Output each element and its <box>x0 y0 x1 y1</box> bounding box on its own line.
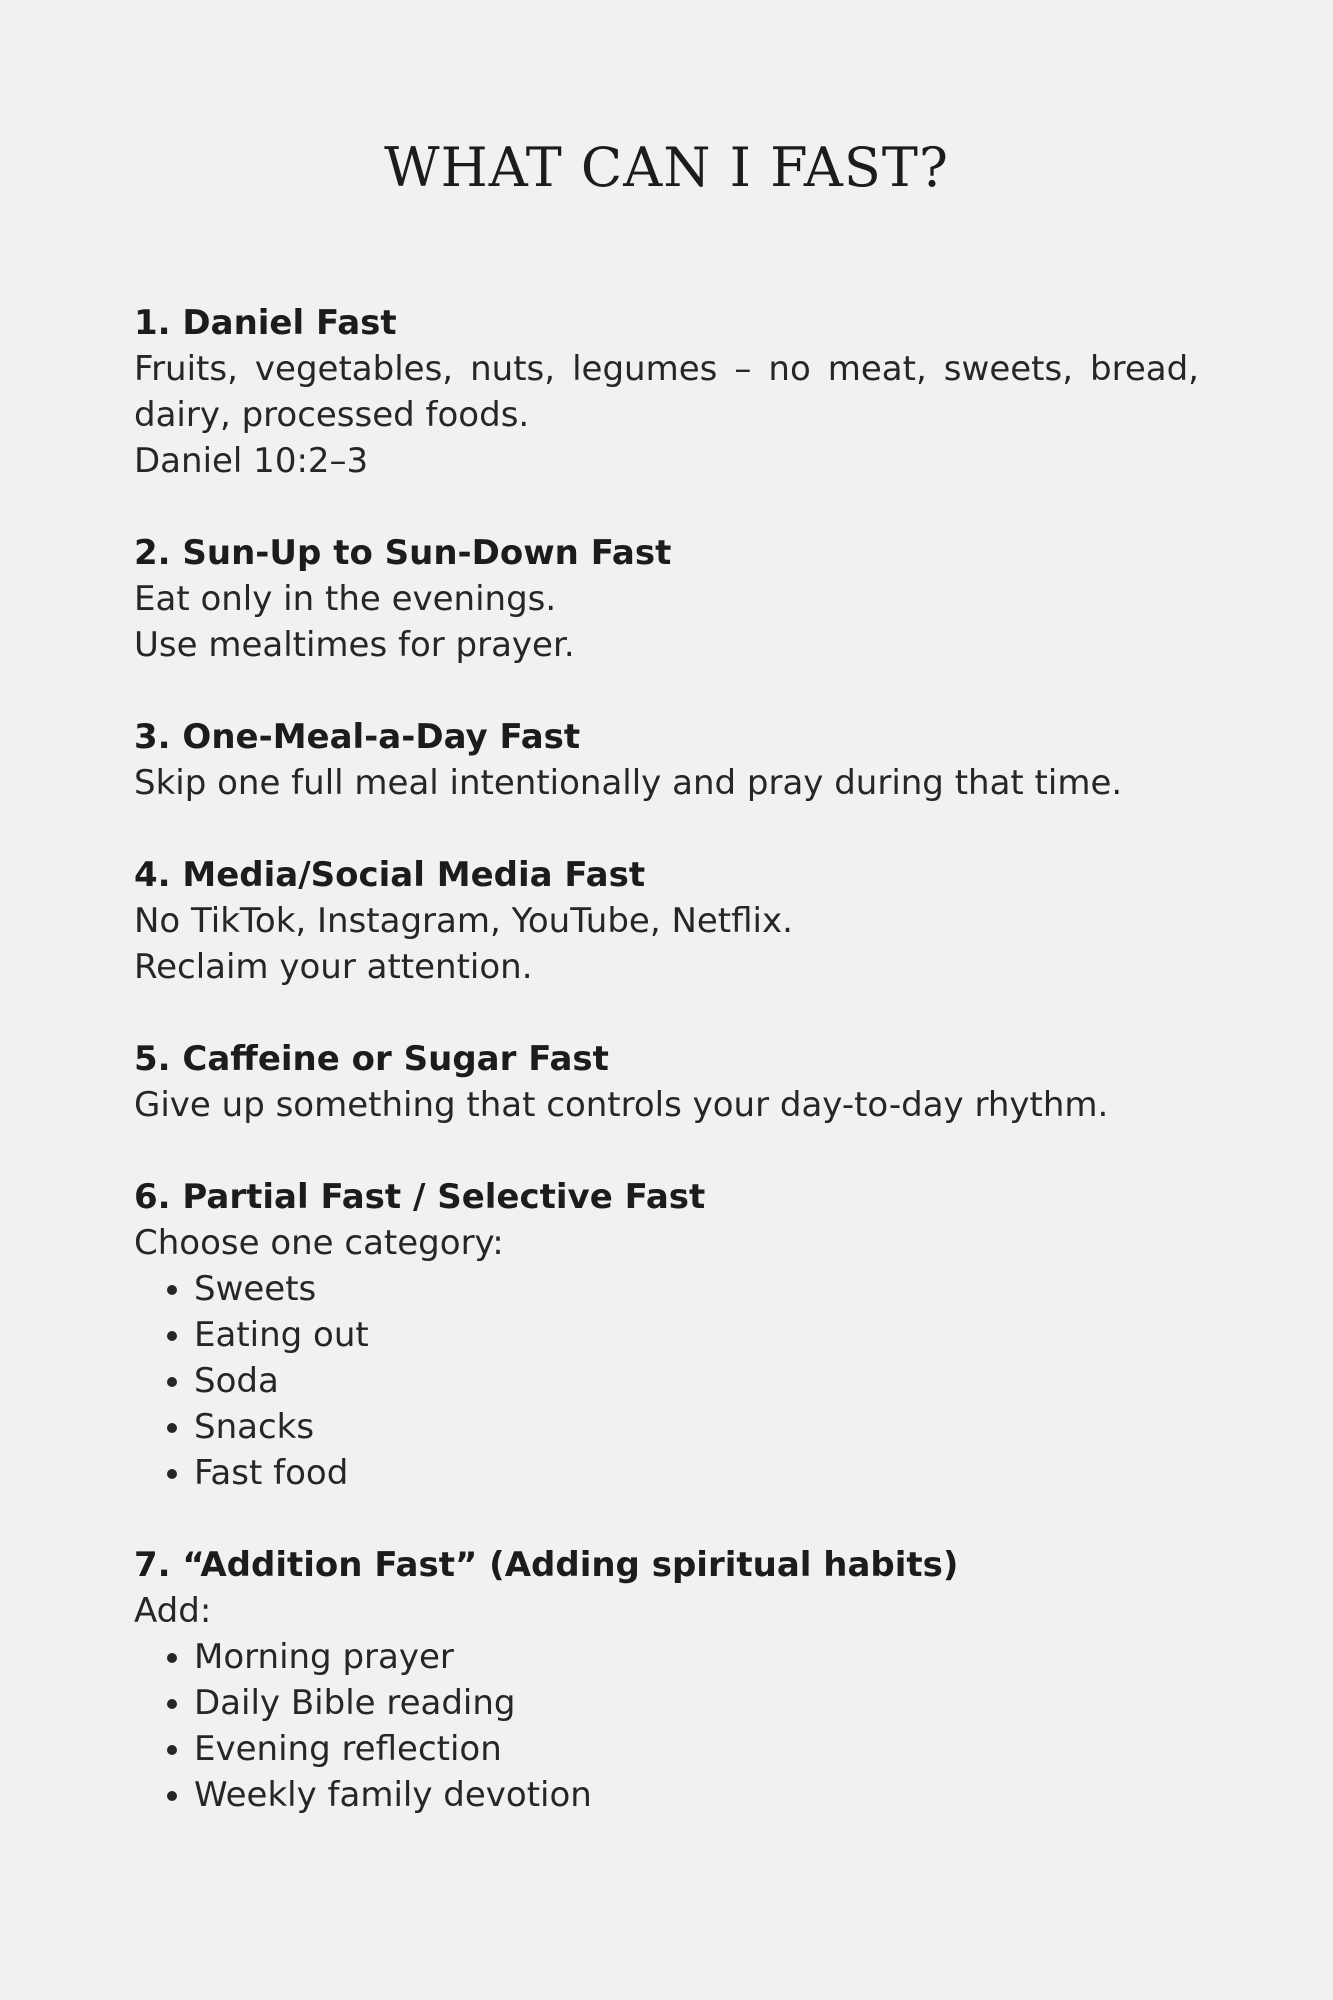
section-line: Give up something that controls your day-to-day rhythm. <box>134 1085 1109 1125</box>
section-heading: 7. “Addition Fast” (Adding spiritual habits) <box>134 1545 959 1585</box>
list-item: • Sweets <box>194 1266 1199 1312</box>
section-intro: Choose one category: <box>134 1223 504 1263</box>
list-item: • Daily Bible reading <box>194 1680 1199 1726</box>
list-item: • Snacks <box>194 1404 1199 1450</box>
section-caffeine-fast <box>134 1036 1199 1128</box>
section-intro: Add: <box>134 1591 212 1631</box>
list-item: • Morning prayer <box>194 1634 1199 1680</box>
section-sun-up-fast <box>134 530 1199 668</box>
section-one-meal-fast <box>134 714 1199 806</box>
page-title: WHAT CAN I FAST? <box>384 136 949 199</box>
section-line: Eat only in the evenings. <box>134 579 557 619</box>
section-media-fast <box>134 852 1199 990</box>
fast-list <box>134 300 1199 1818</box>
section-heading: 5. Caffeine or Sugar Fast <box>134 1039 609 1079</box>
list-item: • Eating out <box>194 1312 1199 1358</box>
section-heading: 6. Partial Fast / Selective Fast <box>134 1177 706 1217</box>
section-partial-fast <box>134 1174 1199 1496</box>
scripture-reference: Daniel 10:2–3 <box>134 441 369 481</box>
section-heading: 2. Sun-Up to Sun-Down Fast <box>134 533 672 573</box>
section-heading: 1. Daniel Fast <box>134 303 397 343</box>
list-item: • Evening reflection <box>194 1726 1199 1772</box>
section-addition-fast <box>134 1542 1199 1818</box>
section-description: Fruits, vegetables, nuts, legumes – no meat, sweets, bread, dairy, processed foods. <box>134 349 1199 435</box>
list-item: • Soda <box>194 1358 1199 1404</box>
list-item: • Fast food <box>194 1450 1199 1496</box>
list-item: • Weekly family devotion <box>194 1772 1199 1818</box>
habit-list <box>134 1634 1199 1818</box>
section-line: No TikTok, Instagram, YouTube, Netflix. <box>134 901 793 941</box>
section-line: Reclaim your attention. <box>134 947 533 987</box>
section-line: Use mealtimes for prayer. <box>134 625 575 665</box>
section-heading: 3. One-Meal-a-Day Fast <box>134 717 581 757</box>
section-line: Skip one full meal intentionally and pray during that time. <box>134 763 1123 803</box>
section-daniel-fast <box>134 300 1199 484</box>
section-heading: 4. Media/Social Media Fast <box>134 855 646 895</box>
category-list <box>134 1266 1199 1496</box>
